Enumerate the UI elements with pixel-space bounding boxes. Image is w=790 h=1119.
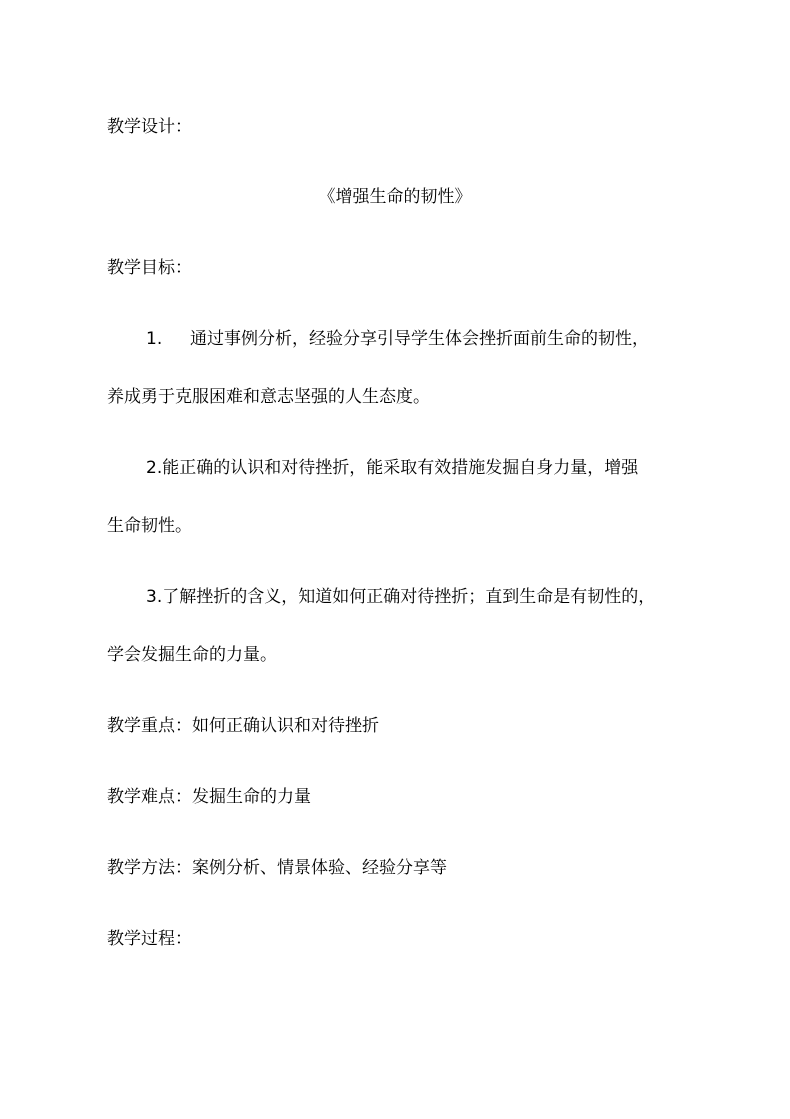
teaching-methods: 教学方法：案例分析、情景体验、经验分享等	[107, 858, 447, 878]
objective-2-line-1: 2.能正确的认识和对待挫折，能采取有效措施发掘自身力量，增强	[146, 458, 639, 478]
objective-1-number: 1.	[146, 329, 163, 349]
objective-1-text: 通过事例分析，经验分享引导学生体会挫折面前生命的韧性，	[190, 329, 649, 349]
key-point: 教学重点：如何正确认识和对待挫折	[107, 716, 379, 736]
objective-1-line-1	[146, 327, 649, 351]
teaching-process-heading: 教学过程：	[107, 929, 192, 949]
document-title: 《增强生命的韧性》	[318, 187, 472, 207]
design-label: 教学设计：	[107, 117, 192, 137]
objective-1-line-2: 养成勇于克服困难和意志坚强的人生态度。	[107, 387, 430, 407]
difficult-point: 教学难点：发掘生命的力量	[107, 787, 311, 807]
objective-3-line-2: 学会发掘生命的力量。	[107, 645, 277, 665]
objective-3-line-1: 3.了解挫折的含义，知道如何正确对待挫折；直到生命是有韧性的，	[146, 587, 656, 607]
objective-2-line-2: 生命韧性。	[107, 516, 192, 536]
objectives-heading: 教学目标：	[107, 258, 192, 278]
